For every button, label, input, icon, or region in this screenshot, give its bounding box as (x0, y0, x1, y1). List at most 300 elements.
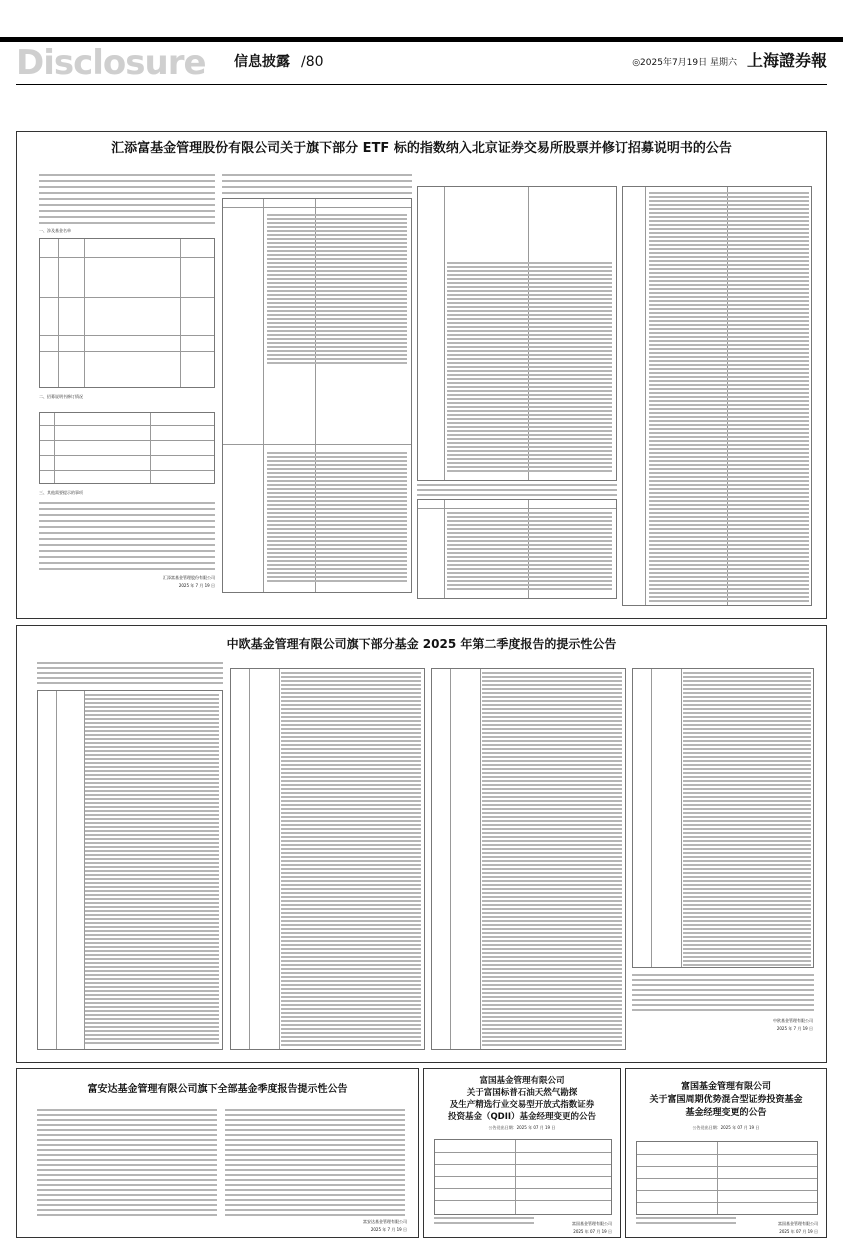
text-line (281, 1024, 421, 1026)
text-line (482, 760, 622, 762)
text-line (649, 564, 809, 566)
text-line (281, 912, 421, 914)
text-line (37, 1139, 217, 1141)
text-line (482, 796, 622, 798)
text-line (267, 266, 407, 268)
text-line (281, 936, 421, 938)
text-line (37, 677, 223, 679)
text-line (267, 342, 407, 344)
text-line (267, 532, 407, 534)
text-line (649, 504, 809, 506)
text-line (85, 914, 219, 916)
text-line (649, 196, 809, 198)
text-line (37, 1174, 217, 1176)
text-line (447, 414, 612, 416)
text-line (649, 520, 809, 522)
text-line (482, 912, 622, 914)
text-line (683, 684, 811, 686)
text-line (649, 516, 809, 518)
text-line (281, 756, 421, 758)
text-line (683, 708, 811, 710)
text-line (39, 222, 215, 224)
text-line (281, 728, 421, 730)
text-line (225, 1149, 405, 1151)
text-line (447, 438, 612, 440)
text-line (683, 788, 811, 790)
text-line (267, 548, 407, 550)
text-line (267, 492, 407, 494)
text-line (447, 338, 612, 340)
text-line (649, 580, 809, 582)
notice-date: 公告送出日期：2025 年 07 月 19 日 (488, 1125, 556, 1130)
text-line (482, 1020, 622, 1022)
text-line (37, 1204, 217, 1206)
text-line (85, 966, 219, 968)
text-line (267, 524, 407, 526)
text-line (85, 790, 219, 792)
text-line (281, 924, 421, 926)
text-line (85, 822, 219, 824)
text-line (683, 876, 811, 878)
text-line (281, 800, 421, 802)
text-line (281, 1044, 421, 1046)
text-line (649, 440, 809, 442)
text-line (447, 378, 612, 380)
text-line (482, 984, 622, 986)
article-title: 中欧基金管理有限公司旗下部分基金 2025 年第二季度报告的提示性公告 (226, 637, 617, 651)
text-line (267, 362, 407, 364)
text-line (482, 848, 622, 850)
text-line (482, 804, 622, 806)
text-line (447, 298, 612, 300)
text-line (649, 256, 809, 258)
text-line (37, 1129, 217, 1131)
text-line (447, 286, 612, 288)
text-line (636, 1217, 736, 1219)
text-line (482, 1040, 622, 1042)
text-line (281, 1000, 421, 1002)
text-line (281, 856, 421, 858)
text-line (482, 936, 622, 938)
text-line (649, 260, 809, 262)
text-line (85, 954, 219, 956)
text-line (85, 766, 219, 768)
text-line (267, 214, 407, 216)
text-line (683, 784, 811, 786)
text-line (267, 294, 407, 296)
text-line (447, 266, 612, 268)
text-line (649, 544, 809, 546)
text-line (37, 1124, 217, 1126)
text-line (683, 724, 811, 726)
text-line (447, 540, 612, 542)
text-line (85, 934, 219, 936)
text-line (649, 392, 809, 394)
fund-table (39, 238, 215, 388)
text-line (482, 680, 622, 682)
text-line (482, 1004, 622, 1006)
text-line (225, 1144, 405, 1146)
issue-date: ◎2025年7月19日 星期六 (632, 58, 737, 68)
text-line (281, 872, 421, 874)
text-line (482, 844, 622, 846)
text-line (85, 806, 219, 808)
text-line (267, 270, 407, 272)
text-line (649, 328, 809, 330)
text-line (281, 1008, 421, 1010)
text-line (85, 962, 219, 964)
text-line (683, 776, 811, 778)
text-line (447, 588, 612, 590)
text-line (482, 684, 622, 686)
masthead-rule (16, 84, 827, 85)
text-line (281, 780, 421, 782)
text-line (447, 584, 612, 586)
text-line (683, 852, 811, 854)
text-line (447, 386, 612, 388)
text-line (683, 896, 811, 898)
text-line (447, 354, 612, 356)
text-line (85, 894, 219, 896)
text-line (649, 284, 809, 286)
text-line (37, 1184, 217, 1186)
text-line (683, 752, 811, 754)
text-line (482, 772, 622, 774)
text-line (447, 394, 612, 396)
text-line (281, 1028, 421, 1030)
text-line (683, 772, 811, 774)
text-line (482, 748, 622, 750)
notice-date: 公告送出日期：2025 年 07 月 19 日 (692, 1125, 760, 1130)
text-line (85, 750, 219, 752)
text-line (281, 1012, 421, 1014)
text-line (37, 1154, 217, 1156)
text-line (447, 544, 612, 546)
text-line (267, 350, 407, 352)
text-line (649, 372, 809, 374)
text-line (649, 548, 809, 550)
text-line (85, 1006, 219, 1008)
text-line (482, 696, 622, 698)
text-line (649, 560, 809, 562)
text-line (482, 948, 622, 950)
text-line (447, 528, 612, 530)
text-line (482, 840, 622, 842)
text-line (281, 816, 421, 818)
text-line (649, 224, 809, 226)
text-line (267, 540, 407, 542)
text-line (447, 294, 612, 296)
text-line (482, 896, 622, 898)
text-line (649, 248, 809, 250)
text-line (649, 304, 809, 306)
text-line (267, 282, 407, 284)
text-line (37, 667, 223, 669)
text-line (267, 496, 407, 498)
text-line (447, 434, 612, 436)
text-line (649, 192, 809, 194)
text-line (281, 888, 421, 890)
text-line (482, 776, 622, 778)
text-line (649, 204, 809, 206)
text-line (482, 1016, 622, 1018)
text-line (683, 800, 811, 802)
text-line (447, 458, 612, 460)
text-line (37, 1164, 217, 1166)
revision-table (39, 412, 215, 484)
text-line (281, 700, 421, 702)
text-line (37, 662, 223, 664)
text-line (482, 908, 622, 910)
text-line (267, 520, 407, 522)
text-line (447, 382, 612, 384)
text-line (225, 1179, 405, 1181)
text-line (281, 1020, 421, 1022)
text-line (267, 274, 407, 276)
text-line (649, 588, 809, 590)
text-line (281, 948, 421, 950)
text-line (482, 976, 622, 978)
text-line (482, 892, 622, 894)
text-line (85, 986, 219, 988)
text-line (222, 174, 412, 176)
text-line (649, 584, 809, 586)
text-line (281, 744, 421, 746)
text-line (482, 688, 622, 690)
text-line (281, 956, 421, 958)
text-line (225, 1129, 405, 1131)
text-line (649, 480, 809, 482)
signature-date: 2025 年 7 月 19 日 (178, 583, 215, 588)
text-line (649, 252, 809, 254)
text-line (683, 836, 811, 838)
text-line (281, 972, 421, 974)
text-line (649, 364, 809, 366)
text-line (85, 870, 219, 872)
article-title: 汇添富基金管理股份有限公司关于旗下部分 ETF 标的指数纳入北京证券交易所股票并修订招募说明书的公告 (111, 141, 732, 156)
text-line (683, 696, 811, 698)
text-line (649, 216, 809, 218)
text-line (267, 310, 407, 312)
text-line (267, 218, 407, 220)
text-line (482, 1044, 622, 1046)
text-line (447, 576, 612, 578)
text-line (482, 728, 622, 730)
text-line (649, 228, 809, 230)
text-line (447, 512, 612, 514)
text-line (267, 508, 407, 510)
text-line (683, 700, 811, 702)
text-line (85, 858, 219, 860)
text-line (281, 896, 421, 898)
text-line (37, 1149, 217, 1151)
text-line (85, 782, 219, 784)
text-line (649, 388, 809, 390)
text-line (482, 876, 622, 878)
text-line (649, 264, 809, 266)
text-line (683, 940, 811, 942)
text-line (683, 848, 811, 850)
text-line (434, 1222, 534, 1224)
text-line (281, 748, 421, 750)
text-line (281, 876, 421, 878)
manager-table (434, 1139, 612, 1215)
text-line (39, 502, 215, 504)
text-line (37, 1194, 217, 1196)
text-line (482, 852, 622, 854)
text-line (281, 900, 421, 902)
text-line (447, 568, 612, 570)
text-line (267, 230, 407, 232)
text-line (39, 532, 215, 534)
text-line (482, 1024, 622, 1026)
text-line (482, 988, 622, 990)
text-line (447, 446, 612, 448)
text-line (281, 836, 421, 838)
text-line (482, 836, 622, 838)
text-line (85, 838, 219, 840)
text-line (39, 204, 215, 206)
text-line (649, 276, 809, 278)
text-line (267, 452, 407, 454)
text-line (281, 832, 421, 834)
text-line (482, 932, 622, 934)
text-line (482, 716, 622, 718)
text-line (649, 404, 809, 406)
section-heading: 二、招募说明书修订情况 (39, 394, 83, 399)
text-line (85, 846, 219, 848)
text-line (649, 360, 809, 362)
text-line (267, 250, 407, 252)
masthead (16, 43, 827, 83)
signature-date: 2025 年 07 月 19 日 (779, 1229, 818, 1234)
text-line (267, 464, 407, 466)
text-line (267, 234, 407, 236)
text-line (85, 698, 219, 700)
text-line (683, 688, 811, 690)
text-line (85, 970, 219, 972)
text-line (267, 302, 407, 304)
text-line (482, 924, 622, 926)
section-heading: 一、涉及基金名单 (39, 228, 71, 233)
text-line (447, 466, 612, 468)
text-line (85, 830, 219, 832)
article-title: 富国基金管理有限公司 关于富国周期优势混合型证券投资基金 基金经理变更的公告 (649, 1082, 803, 1118)
text-line (683, 924, 811, 926)
text-line (85, 1034, 219, 1036)
text-line (267, 286, 407, 288)
text-line (39, 216, 215, 218)
text-line (267, 258, 407, 260)
text-line (649, 456, 809, 458)
text-line (267, 290, 407, 292)
text-line (225, 1134, 405, 1136)
text-line (649, 244, 809, 246)
text-line (281, 864, 421, 866)
text-line (683, 880, 811, 882)
text-line (225, 1139, 405, 1141)
text-line (482, 712, 622, 714)
text-line (649, 472, 809, 474)
text-line (267, 456, 407, 458)
text-line (482, 888, 622, 890)
text-line (683, 672, 811, 674)
text-line (683, 816, 811, 818)
text-line (281, 736, 421, 738)
text-line (447, 322, 612, 324)
text-line (267, 318, 407, 320)
text-line (447, 430, 612, 432)
text-line (482, 744, 622, 746)
text-line (281, 792, 421, 794)
text-line (85, 866, 219, 868)
text-line (85, 726, 219, 728)
text-line (281, 892, 421, 894)
text-line (37, 1214, 217, 1216)
text-line (649, 524, 809, 526)
text-line (447, 314, 612, 316)
text-line (37, 1199, 217, 1201)
text-line (683, 820, 811, 822)
text-line (447, 442, 612, 444)
text-line (37, 682, 223, 684)
text-line (281, 1032, 421, 1034)
text-line (482, 800, 622, 802)
text-line (649, 576, 809, 578)
text-line (85, 714, 219, 716)
text-line (447, 278, 612, 280)
text-line (482, 828, 622, 830)
text-line (85, 874, 219, 876)
text-line (85, 746, 219, 748)
signature: 富安达基金管理有限公司 (363, 1219, 407, 1224)
text-line (267, 262, 407, 264)
text-line (447, 274, 612, 276)
text-line (447, 536, 612, 538)
text-line (37, 1189, 217, 1191)
text-line (85, 730, 219, 732)
text-line (649, 428, 809, 430)
text-line (683, 760, 811, 762)
text-line (683, 920, 811, 922)
text-line (447, 470, 612, 472)
text-line (225, 1119, 405, 1121)
text-line (267, 528, 407, 530)
text-line (683, 844, 811, 846)
text-line (683, 856, 811, 858)
text-line (85, 1038, 219, 1040)
text-line (85, 786, 219, 788)
text-line (649, 464, 809, 466)
text-line (632, 984, 814, 986)
text-line (281, 848, 421, 850)
text-line (683, 824, 811, 826)
text-line (39, 562, 215, 564)
text-line (649, 568, 809, 570)
text-line (37, 1209, 217, 1211)
text-line (649, 288, 809, 290)
text-line (267, 476, 407, 478)
text-line (482, 884, 622, 886)
article-q2-report (16, 625, 827, 1063)
text-line (225, 1169, 405, 1171)
text-line (281, 992, 421, 994)
text-line (447, 370, 612, 372)
text-line (281, 708, 421, 710)
text-line (447, 450, 612, 452)
text-line (37, 1119, 217, 1121)
text-line (281, 764, 421, 766)
